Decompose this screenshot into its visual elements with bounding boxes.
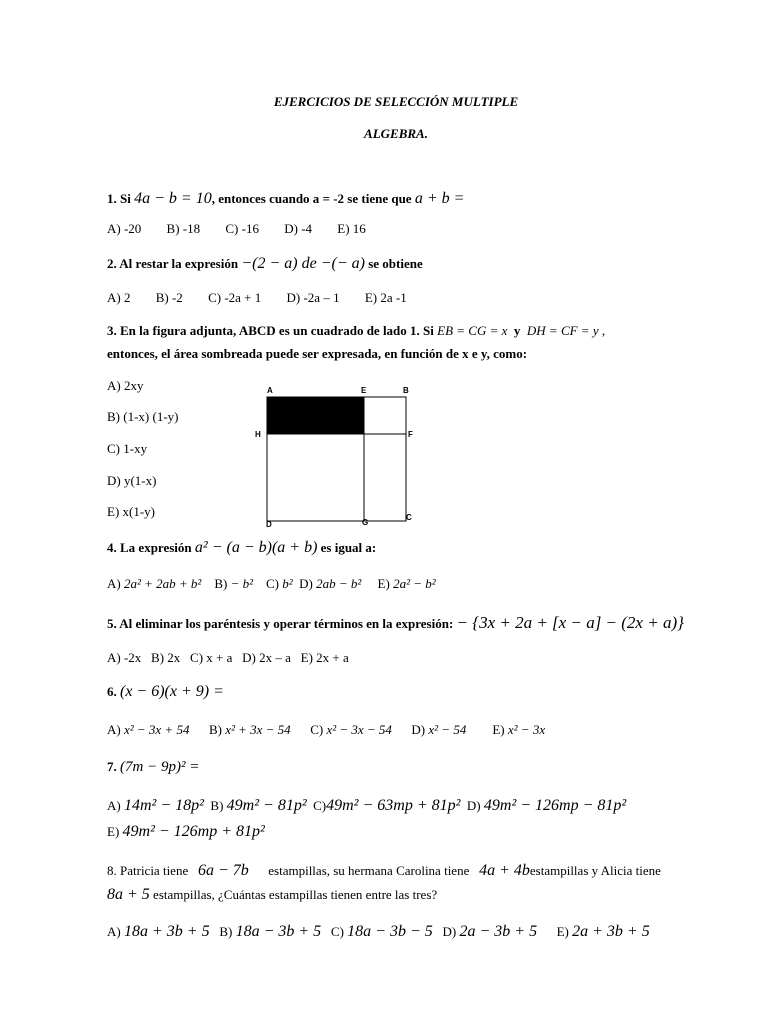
- q5-prefix: 5. Al eliminar los paréntesis y operar términos en la expresión:: [107, 616, 454, 631]
- q4-option-a-label[interactable]: A): [107, 576, 121, 591]
- q8-option-d-label[interactable]: D): [442, 924, 457, 939]
- q8-expression-1: 6a − 7b: [197, 862, 249, 879]
- q8-text-2: estampillas, su hermana Carolina tiene: [268, 863, 470, 878]
- q3-prefix: 3. En la figura adjunta, ABCD es un cuadrado de lado 1. Si: [107, 323, 434, 338]
- q2-expression: −(2 − a) de −(− a): [241, 255, 365, 272]
- question-3-line-1: [107, 323, 605, 339]
- q6-options: [107, 722, 545, 738]
- q4-suffix: es igual a:: [320, 540, 377, 555]
- q6-option-b-expr[interactable]: x² + 3x − 54: [225, 722, 291, 737]
- square-figure: [255, 385, 425, 530]
- q6-option-d-label[interactable]: D): [411, 722, 426, 737]
- q5-option-c[interactable]: C) x + a: [190, 650, 233, 665]
- vertex-label-h: H: [255, 430, 261, 439]
- shaded-region: [267, 397, 364, 434]
- q8-text-4: estampillas, ¿Cuántas estampillas tienen entre las tres?: [153, 887, 438, 902]
- q3-option-a[interactable]: A) 2xy: [107, 378, 144, 393]
- q6-option-c-expr[interactable]: x² − 3x − 54: [326, 722, 392, 737]
- q2-option-e[interactable]: E) 2a -1: [364, 290, 407, 305]
- q7-option-b-expr[interactable]: 49m² − 81p²: [226, 797, 307, 814]
- q4-expression: a² − (a − b)(a + b): [194, 539, 318, 556]
- q7-option-d-label[interactable]: D): [466, 798, 481, 813]
- q1-option-c[interactable]: C) -16: [225, 221, 259, 236]
- q2-options: [107, 290, 429, 306]
- q5-option-a[interactable]: A) -2x: [107, 650, 142, 665]
- q7-prefix: 7.: [107, 759, 117, 774]
- q8-expression-3: 8a + 5: [107, 886, 150, 903]
- q8-options: [107, 923, 650, 941]
- q4-option-b-label[interactable]: B): [214, 576, 228, 591]
- q8-option-b-expr[interactable]: 18a − 3b + 5: [235, 923, 322, 940]
- q5-expression: − {3x + 2a + [x − a] − (2x + a)}: [456, 613, 684, 632]
- q7-option-c-expr[interactable]: 49m² − 63mp + 81p²: [326, 797, 461, 814]
- q1-prefix: 1. Si: [107, 191, 131, 206]
- q4-option-b-expr[interactable]: − b²: [230, 576, 253, 591]
- q7-option-a-label[interactable]: A): [107, 798, 121, 813]
- q6-option-c-label[interactable]: C): [310, 722, 324, 737]
- question-2: [107, 255, 423, 273]
- q4-option-e-expr[interactable]: 2a² − b²: [393, 576, 436, 591]
- q4-option-d-label[interactable]: D): [299, 576, 313, 591]
- q3-y: y: [513, 323, 521, 338]
- q7-option-b-label[interactable]: B): [210, 798, 224, 813]
- q7-option-e-label[interactable]: E): [107, 824, 120, 839]
- vertex-label-b: B: [403, 386, 409, 395]
- q6-option-e-expr[interactable]: x² − 3x: [507, 722, 546, 737]
- square-diagram: [255, 385, 425, 530]
- q6-option-a-expr[interactable]: x² − 3x + 54: [123, 722, 190, 737]
- q3-expression-2: DH = CF = y ,: [526, 323, 606, 338]
- q7-options-row-1: [107, 797, 626, 815]
- q4-option-c-expr[interactable]: b²: [282, 576, 293, 591]
- q4-prefix: 4. La expresión: [107, 540, 192, 555]
- q3-option-b[interactable]: B) (1-x) (1-y): [107, 409, 179, 424]
- q8-option-d-expr[interactable]: 2a − 3b + 5: [459, 923, 538, 940]
- vertex-label-d: D: [266, 520, 272, 529]
- q6-option-d-expr[interactable]: x² − 54: [428, 722, 467, 737]
- q4-option-e-label[interactable]: E): [377, 576, 390, 591]
- q8-option-a-label[interactable]: A): [107, 924, 121, 939]
- q2-option-d[interactable]: D) -2a – 1: [286, 290, 340, 305]
- q5-option-e[interactable]: E) 2x + a: [300, 650, 349, 665]
- q5-option-d[interactable]: D) 2x – a: [242, 650, 291, 665]
- q1-option-a[interactable]: A) -20: [107, 221, 142, 236]
- q8-text-1: 8. Patricia tiene: [107, 863, 189, 878]
- q7-expression: (7m − 9p)² =: [120, 759, 200, 775]
- q4-option-c-label[interactable]: C): [265, 576, 279, 591]
- q1-middle: , entonces cuando a = -2 se tiene que: [211, 191, 412, 206]
- q6-prefix: 6.: [107, 684, 117, 699]
- q1-options: [107, 221, 388, 237]
- page-subtitle: ALGEBRA.: [364, 126, 428, 141]
- q1-expression-2: a + b =: [414, 190, 465, 207]
- q1-expression: 4a − b = 10: [134, 190, 212, 207]
- q7-options-row-2: [107, 823, 265, 841]
- q8-option-a-expr[interactable]: 18a + 3b + 5: [123, 923, 210, 940]
- vertex-label-f: F: [408, 430, 413, 439]
- q3-option-d[interactable]: D) y(1-x): [107, 473, 157, 488]
- page-title: EJERCICIOS DE SELECCIÓN MULTIPLE: [273, 94, 519, 109]
- q6-option-b-label[interactable]: B): [208, 722, 222, 737]
- q3-option-c[interactable]: C) 1-xy: [107, 441, 148, 456]
- q7-option-e-expr[interactable]: 49m² − 126mp + 81p²: [122, 823, 265, 840]
- q5-options: [107, 650, 349, 666]
- vertex-label-a: A: [267, 386, 273, 395]
- q8-option-b-label[interactable]: B): [219, 924, 233, 939]
- q2-option-c[interactable]: C) -2a + 1: [208, 290, 262, 305]
- question-3-line-2: entonces, el área sombreada puede ser expresada, en función de x e y, como:: [107, 346, 528, 361]
- q2-prefix: 2. Al restar la expresión: [107, 256, 239, 271]
- q1-option-e[interactable]: E) 16: [337, 221, 366, 236]
- q8-option-e-label[interactable]: E): [556, 924, 569, 939]
- vertex-label-g: G: [362, 518, 369, 527]
- q2-option-a[interactable]: A) 2: [107, 290, 131, 305]
- q1-option-d[interactable]: D) -4: [284, 221, 313, 236]
- question-4: [107, 539, 376, 557]
- q3-expression-1: EB = CG = x: [437, 323, 508, 338]
- q1-option-b[interactable]: B) -18: [166, 221, 201, 236]
- q8-option-e-expr[interactable]: 2a + 3b + 5: [572, 923, 650, 940]
- q6-expression: (x − 6)(x + 9) =: [120, 683, 224, 700]
- q8-option-c-expr[interactable]: 18a − 3b − 5: [347, 923, 433, 940]
- q6-option-a-label[interactable]: A): [107, 722, 121, 737]
- question-8-line-1: [107, 862, 661, 880]
- q4-option-a-expr[interactable]: 2a² + 2ab + b²: [123, 576, 202, 591]
- question-7: [107, 759, 199, 776]
- q8-option-c-label[interactable]: C): [330, 924, 344, 939]
- q8-expression-2: 4a + 4b: [479, 862, 530, 879]
- question-1: [107, 190, 464, 208]
- vertex-label-c: C: [406, 513, 412, 522]
- q2-option-b[interactable]: B) -2: [155, 290, 183, 305]
- q7-option-d-expr[interactable]: 49m² − 126mp − 81p²: [483, 797, 627, 814]
- q7-option-c-label[interactable]: C): [313, 798, 327, 813]
- q4-option-d-expr[interactable]: 2ab − b²: [316, 576, 362, 591]
- question-5: [107, 613, 684, 633]
- q6-option-e-label[interactable]: E): [492, 722, 505, 737]
- q7-option-a-expr[interactable]: 14m² − 18p²: [123, 797, 204, 814]
- vertex-label-e: E: [361, 386, 367, 395]
- question-8-line-2: [107, 886, 437, 904]
- question-6: [107, 683, 224, 701]
- q4-options: [107, 576, 436, 592]
- q5-option-b[interactable]: B) 2x: [151, 650, 181, 665]
- q2-suffix: se obtiene: [368, 256, 423, 271]
- q8-text-3: estampillas y Alicia tiene: [529, 863, 661, 878]
- q3-option-e[interactable]: E) x(1-y): [107, 504, 156, 519]
